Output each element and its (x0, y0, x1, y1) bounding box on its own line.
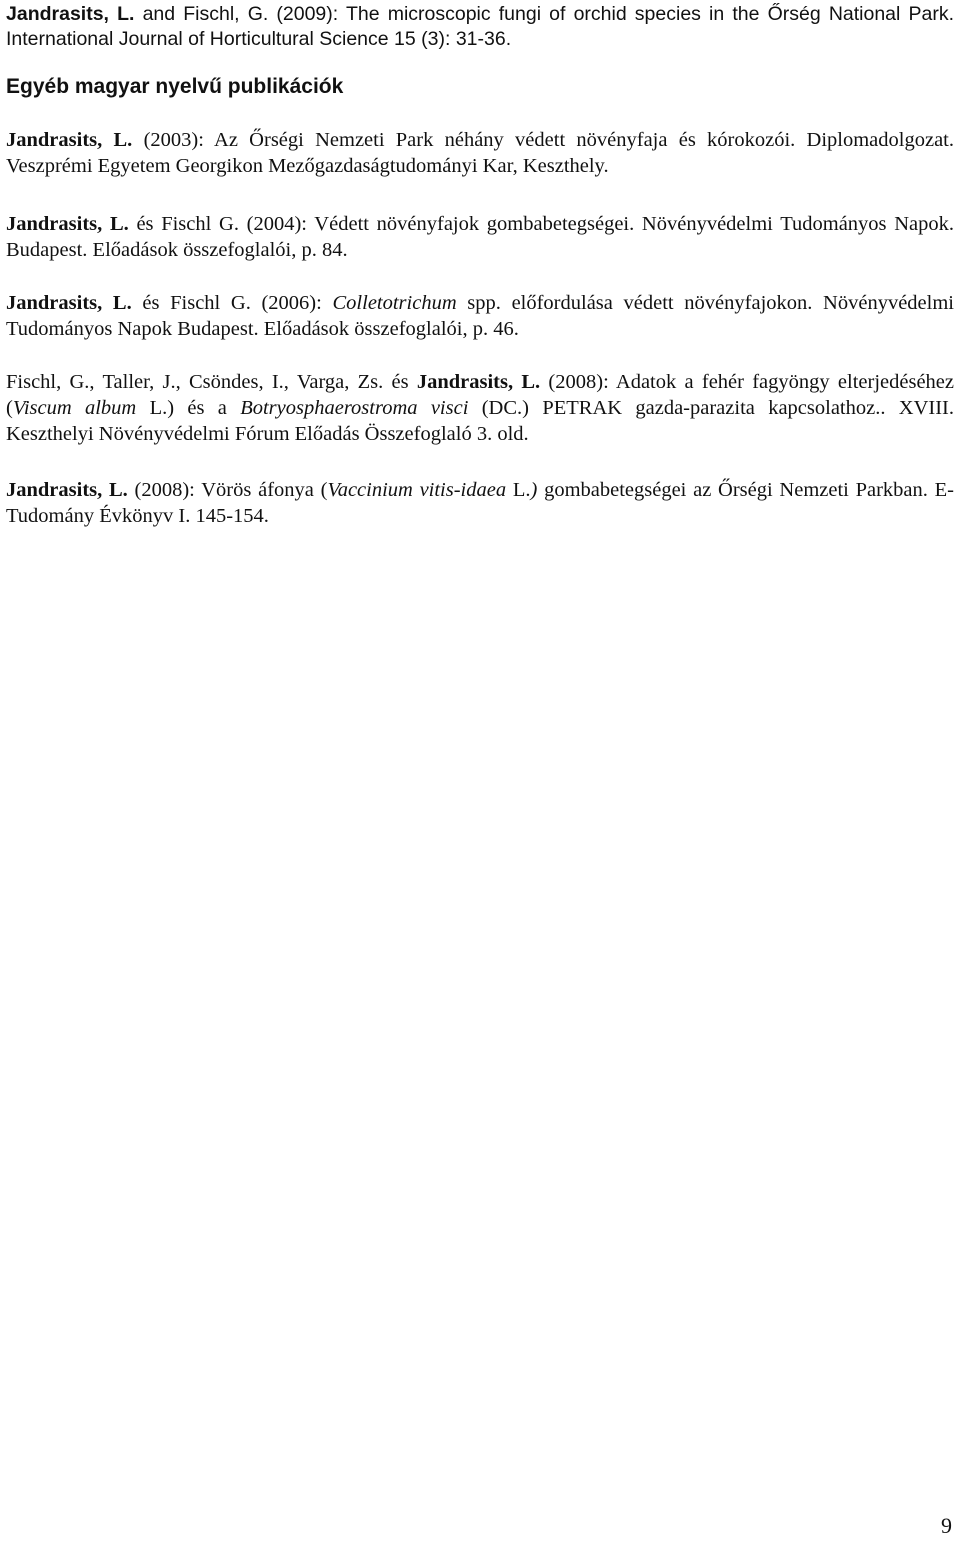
citation-text: and Fischl, G. (2009): The microscopic fungi of orchid species in the Őrség National Park. International Journal of Horticultural Science 15 (3): 31-36. (6, 3, 955, 50)
citation-text: (DC.) PETRAK gazda-parazita kapcsolathoz.. XVIII. Keszthelyi Növényvédelmi Fórum Előadás Összefoglaló 3. old. (6, 397, 955, 445)
author-name: Jandrasits, L. (6, 129, 133, 151)
page-number: 9 (941, 1513, 952, 1538)
citation-text: gombabetegségei az Őrségi Nemzeti Parkban. E-Tudomány Évkönyv I. 145-154. (6, 479, 954, 527)
citation-text: és Fischl G. (2004): Védett növényfajok gombabetegségei. Növényvédelmi Tudományos Napok. Budapest. Előadások összefoglalói, p. 84. (6, 213, 954, 261)
taxon-name: Colletotrichum (332, 292, 457, 314)
publication-entry-4 (6, 369, 954, 447)
author-name: Jandrasits, L. (6, 479, 128, 501)
citation-text: (2008): Adatok a fehér fagyöngy elterjedéséhez ( (6, 371, 954, 419)
citation-text: ) (530, 479, 538, 501)
author-name: Jandrasits, L. (6, 292, 132, 314)
section-heading: Egyéb magyar nyelvű publikációk (6, 75, 344, 98)
author-name: Jandrasits, L. (416, 371, 541, 393)
taxon-name: Viscum album (12, 397, 137, 419)
author-name: Jandrasits, L. (6, 213, 129, 235)
publication-entry-2 (6, 211, 954, 263)
author-name: Jandrasits, L. (6, 3, 135, 25)
taxon-name: Botryosphaerostroma visci (240, 397, 469, 419)
citation-text: spp. előfordulása védett növényfajokon. Növényvédelmi Tudományos Napok Budapest. Előadások összefoglalói, p. 46. (6, 292, 954, 340)
citation-text: és Fischl G. (2006): (131, 292, 333, 314)
citation-text: L. (506, 479, 531, 501)
coauthors: Fischl, G., Taller, J., Csöndes, I., Varga, Zs. és (6, 371, 417, 393)
citation-text: (2003): Az Őrségi Nemzeti Park néhány védett növényfaja és kórokozói. Diplomadolgozat. Veszprémi Egyetem Georgikon Mezőgazdaságtudományi Kar, Keszthely. (6, 129, 954, 177)
citation-text: (2008): Vörös áfonya ( (127, 479, 328, 501)
taxon-name: Vaccinium vitis-idaea (327, 479, 507, 501)
citation-text: L.) és a (136, 397, 241, 419)
publication-entry-3 (6, 290, 954, 342)
publication-entry-5 (6, 477, 954, 529)
publication-entry-english (6, 2, 954, 52)
publication-entry-1 (6, 127, 954, 179)
